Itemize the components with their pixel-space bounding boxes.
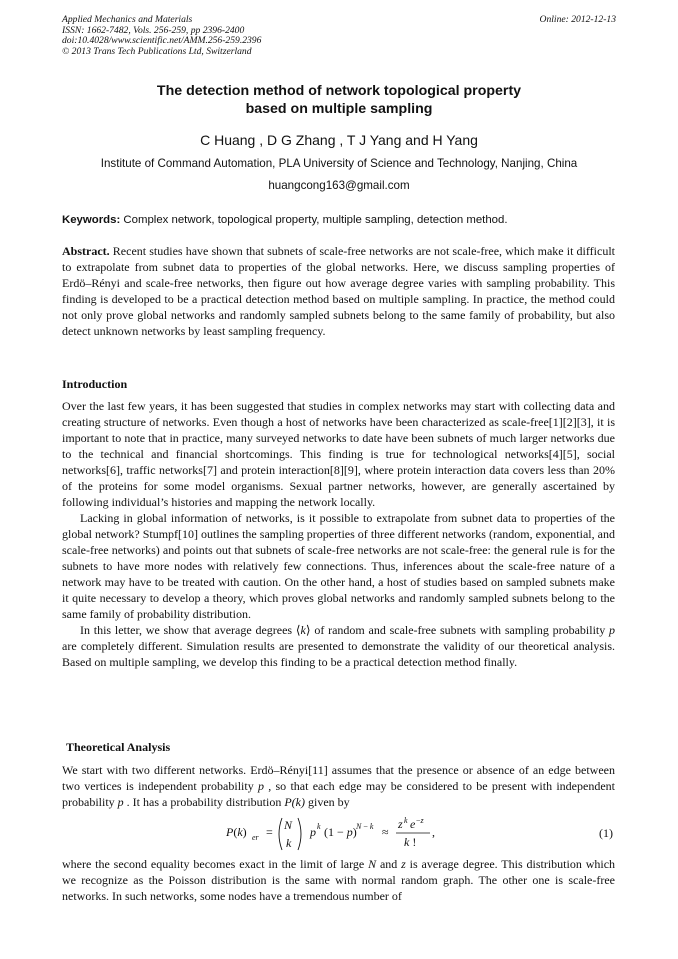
svg-text:e: e bbox=[410, 817, 416, 831]
svg-text:k: k bbox=[286, 836, 292, 850]
journal-header bbox=[62, 15, 616, 57]
theory-p1-b: , so that each edge may be considered to be present with independent probability bbox=[62, 779, 615, 809]
var-p-1: p bbox=[257, 779, 264, 793]
keywords-label: Keywords: bbox=[62, 214, 121, 226]
abstract-label: Abstract. bbox=[62, 244, 110, 258]
abstract-text: Recent studies have shown that subnets of scale-free networks are not scale-free, which make it difficult to extrapolate from subnet data to properties of the global networks. Here, we discuss sampling properties of Erdö–Rényi and scale-free networks, then figure out how average degree varies with sampling probability. This finding is developed to be a practical detection method based on multiple sampling. In practice, the method could not only prove global networks and randomly sampled subnets belong to the same family of probability, but also detect unknown networks by least sampling frequency. bbox=[62, 244, 615, 338]
section-heading-introduction: Introduction bbox=[62, 377, 128, 391]
section-heading-theoretical-analysis: Theoretical Analysis bbox=[66, 740, 171, 754]
var-p-2: p bbox=[117, 795, 124, 809]
svg-text:k: k bbox=[317, 822, 321, 831]
paper-title bbox=[62, 82, 616, 118]
svg-text:=: = bbox=[266, 825, 273, 839]
theory-body bbox=[62, 762, 615, 810]
intro-p3-text-a: In this letter, we show that average degrees ⟨ bbox=[80, 623, 301, 637]
affiliation: Institute of Command Automation, PLA University of Science and Technology, Nanjing, China bbox=[100, 157, 578, 170]
svg-text:k !: k ! bbox=[404, 835, 417, 849]
var-p: p bbox=[609, 623, 615, 637]
svg-text:z: z bbox=[398, 817, 403, 831]
equation-formula bbox=[222, 814, 642, 854]
svg-text:(1 − p): (1 − p) bbox=[324, 825, 357, 839]
post-equation-text bbox=[62, 856, 615, 904]
intro-p3-text-c: are completely different. Simulation results are presented to demonstrate the validity of our theoretical analysis. Based on multiple sampling, we develop this finding to be a practical detection method finally. bbox=[62, 639, 615, 669]
abstract bbox=[62, 243, 615, 339]
theory-p1-a: We start with two different networks. Erdö–Rényi[11] assumes that the presence or absence of an edge between two vertices is independent probability bbox=[62, 763, 615, 793]
equation-1 bbox=[62, 814, 615, 854]
svg-text:N: N bbox=[284, 818, 293, 832]
equation-number: (1) bbox=[599, 826, 613, 840]
keywords-text: Complex network, topological property, multiple sampling, detection method. bbox=[120, 214, 508, 226]
svg-text:P(k): P(k) bbox=[226, 825, 247, 839]
svg-text:,: , bbox=[432, 825, 435, 839]
intro-paragraph-1: Over the last few years, it has been suggested that studies in complex networks may start with collecting data and creating structure of networks. Even though a host of networks have been characterized as scale-free[1][2][3], it is important to note that in practice, many surveyed networks to date have been subnets of much larger networks due to the technical and financial shortcomings. This finding is true for technological networks[4][5], social networks[6], traffic networks[7] and protein interaction[8][9], where protein interaction data covers less than 20% of the proteins for some model organisms. Sexual partner networks, however, are generally ascertained by following individual’s histories and mapping the network locally. bbox=[62, 399, 615, 509]
var-pk: P(k) bbox=[284, 795, 305, 809]
copyright-line: © 2013 Trans Tech Publications Ltd, Switzerland bbox=[62, 45, 252, 57]
intro-paragraph-2: Lacking in global information of networks, is it possible to extrapolate from subnet data to properties of the global network? Stumpf[10] outlines the sampling properties of three different networks (random, exponential, and scale-free networks) and points out that subnets of scale-free networks are not scale-free: the general rule is for the subnets to have more nodes with relatively few connections. Thus, inferences about the scale-free nature of a network may have to be treated with caution. On the other hand, a host of studies based on sampled subnets make it quite necessary to develop a theory, which proves global networks and randomly sampled subnets belong to the same family of probability distribution. bbox=[62, 511, 615, 621]
svg-text:N − k: N − k bbox=[356, 822, 374, 831]
intro-paragraph-3 bbox=[62, 622, 615, 670]
post-equation-paragraph bbox=[62, 856, 615, 904]
var-N: N bbox=[368, 857, 377, 871]
theory-paragraph-1 bbox=[62, 762, 615, 810]
author-list: C Huang , D G Zhang , T J Yang and H Yang bbox=[200, 132, 478, 148]
header-left bbox=[62, 15, 616, 57]
keywords bbox=[62, 214, 616, 226]
svg-text:k: k bbox=[404, 816, 408, 825]
svg-text:er: er bbox=[252, 833, 259, 842]
journal-name: Applied Mechanics and Materials bbox=[62, 14, 193, 25]
svg-text:≈: ≈ bbox=[382, 825, 389, 839]
theory-p1-c: . It has a probability distribution bbox=[123, 795, 285, 809]
intro-p3-text-b: ⟩ of random and scale-free subnets with sampling probability bbox=[305, 623, 609, 637]
title-line-2: based on multiple sampling bbox=[245, 101, 433, 117]
after-eq-a: where the second equality becomes exact in the limit of large bbox=[62, 857, 369, 871]
svg-text:p: p bbox=[310, 825, 316, 839]
var-k: k bbox=[300, 623, 306, 637]
title-line-1: The detection method of network topological property bbox=[156, 83, 522, 99]
svg-text:−z: −z bbox=[416, 816, 424, 825]
author-email[interactable]: huangcong163@gmail.com bbox=[268, 179, 410, 192]
doi-line[interactable]: doi:10.4028/www.scientific.net/AMM.256-259.2396 bbox=[62, 35, 262, 47]
theory-p1-d: given by bbox=[304, 795, 350, 809]
introduction-body bbox=[62, 398, 615, 670]
after-eq-c: is average degree. This distribution which we recognize as the Poisson distribution is the same with normal random graph. The other one is scale-free networks. In such networks, some nodes have a tremendous number of bbox=[62, 857, 616, 903]
issn-line: ISSN: 1662-7482, Vols. 256-259, pp 2396-2400 bbox=[62, 24, 245, 36]
var-z: z bbox=[401, 857, 406, 871]
online-date: Online: 2012-12-13 bbox=[539, 14, 616, 25]
after-eq-b: and bbox=[376, 857, 402, 871]
